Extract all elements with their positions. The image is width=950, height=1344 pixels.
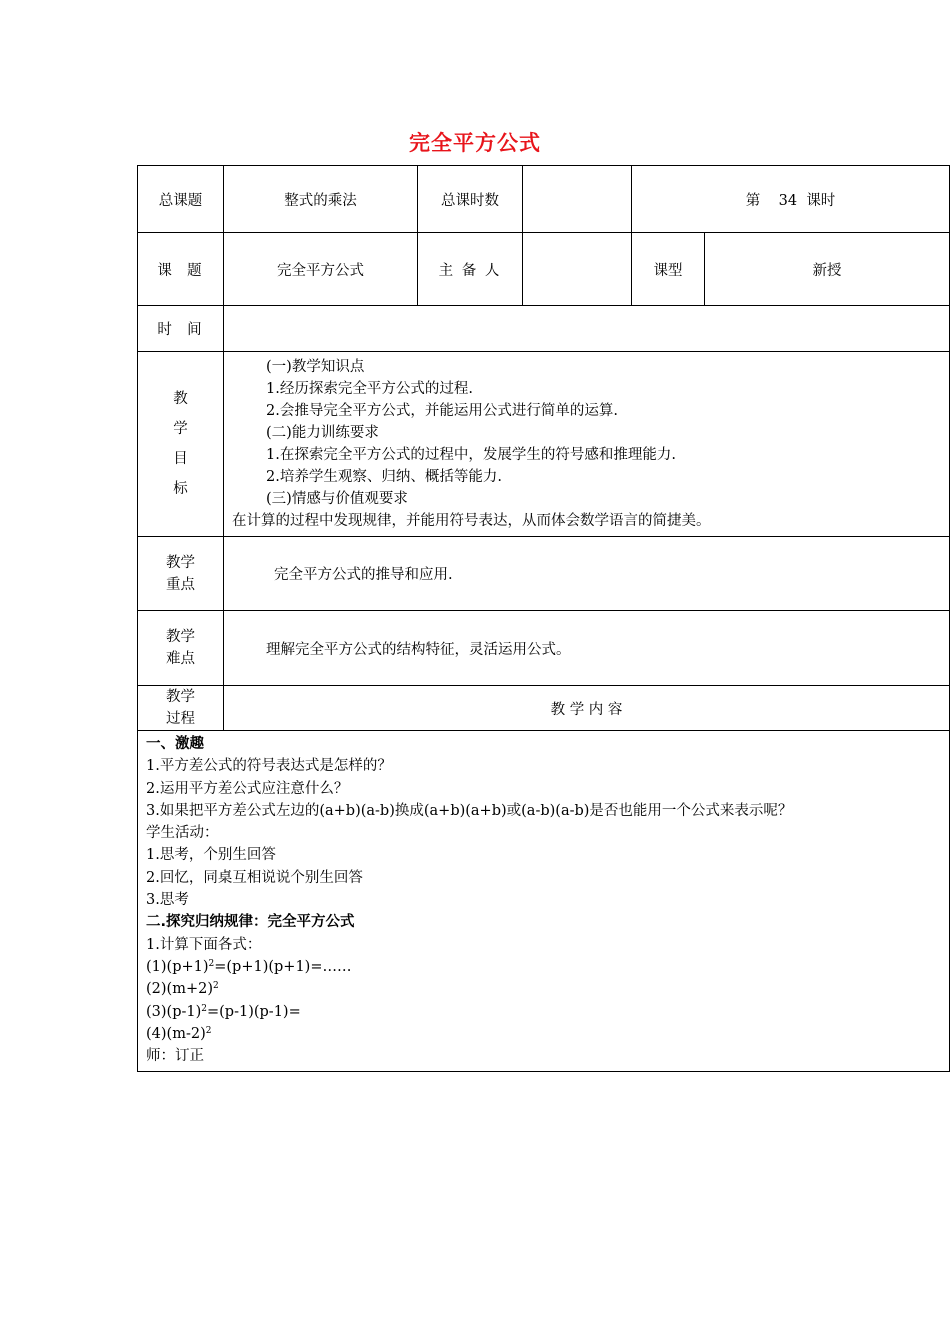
total-hours-value bbox=[523, 166, 632, 233]
formula-line: $(4)(m-2)^2$ bbox=[146, 1025, 212, 1042]
content-line: 师：订正 bbox=[146, 1048, 204, 1065]
goal-line: 2.培养学生观察、归纳、概括等能力. bbox=[266, 469, 502, 485]
goal-line: 在计算的过程中发现规律，并能用符号表达，从而体会数学语言的简捷美。 bbox=[232, 513, 711, 529]
table-row bbox=[138, 352, 950, 537]
lesson-suffix: 课时 bbox=[806, 192, 836, 209]
table-row bbox=[138, 611, 950, 686]
lesson-plan-table bbox=[137, 165, 950, 1072]
content-line: 2.回忆，同桌互相说说个别生回答 bbox=[146, 869, 363, 886]
page-title: 完全平方公式 bbox=[409, 131, 541, 155]
formula-line: $(2)(m+2)^2$ bbox=[146, 981, 219, 998]
section-heading: 一、激趣 bbox=[146, 736, 204, 752]
table-row bbox=[138, 686, 950, 731]
content-line: 3.思考 bbox=[146, 892, 189, 909]
content-line: 学生活动： bbox=[146, 825, 219, 842]
process-label: 教学 过程 bbox=[138, 686, 224, 731]
goals-label: 教 学 目 标 bbox=[138, 352, 224, 537]
topic-value: 整式的乘法 bbox=[224, 166, 418, 233]
process-header: 教 学 内 容 bbox=[224, 686, 950, 731]
table-row bbox=[138, 537, 950, 611]
goal-line: 2.会推导完全平方公式，并能运用公式进行简单的运算. bbox=[266, 403, 618, 419]
difficulties-value: 理解完全平方公式的结构特征，灵活运用公式。 bbox=[224, 611, 950, 686]
preparer-label: 主 备 人 bbox=[418, 233, 523, 306]
table-row bbox=[138, 166, 950, 233]
table-row bbox=[138, 233, 950, 306]
section-heading: 二.探究归纳规律：完全平方公式 bbox=[146, 914, 355, 931]
lesson-type-value: 新授 bbox=[705, 233, 950, 306]
goal-line: (三)情感与价值观要求 bbox=[266, 491, 408, 507]
content-line: 3.如果把平方差公式左边的(a+b)(a-b)换成(a+b)(a+b)或(a-b)(a-b)是否也能用一个公式来表示呢？ bbox=[146, 802, 793, 819]
lesson-number: 34 bbox=[778, 192, 798, 209]
content-line: 1.计算下面各式： bbox=[146, 936, 262, 953]
lesson-type-label: 课型 bbox=[632, 233, 705, 306]
teaching-goals bbox=[224, 352, 950, 537]
formula-line: $(3)(p-1)^2=(p-1)(p-1)=$ bbox=[146, 1003, 301, 1020]
table-row bbox=[138, 306, 950, 352]
lesson-prefix: 第 bbox=[745, 192, 761, 209]
formula-line: $(1)(p+1)^2=(p+1)(p+1)=\dots\dots$ bbox=[146, 958, 352, 975]
goal-line: (一)教学知识点 bbox=[266, 359, 365, 375]
lesson-title-label: 课 题 bbox=[138, 233, 224, 306]
goal-line: 1.经历探索完全平方公式的过程. bbox=[266, 381, 473, 397]
content-line: 2.运用平方差公式应注意什么？ bbox=[146, 780, 349, 797]
content-line: 1.平方差公式的符号表达式是怎样的？ bbox=[146, 758, 392, 775]
lesson-number-cell bbox=[632, 166, 950, 233]
time-label: 时 间 bbox=[138, 306, 224, 352]
key-points-value: 完全平方公式的推导和应用. bbox=[224, 537, 950, 611]
total-hours-label: 总课时数 bbox=[418, 166, 523, 233]
content-line: 1.思考，个别生回答 bbox=[146, 847, 276, 864]
key-points-label: 教学 重点 bbox=[138, 537, 224, 611]
time-value bbox=[224, 306, 950, 352]
table-row bbox=[138, 731, 950, 1072]
goal-line: (二)能力训练要求 bbox=[266, 425, 379, 441]
lesson-title-value: 完全平方公式 bbox=[224, 233, 418, 306]
goal-line: 1.在探索完全平方公式的过程中，发展学生的符号感和推理能力. bbox=[266, 447, 676, 463]
difficulties-label: 教学 难点 bbox=[138, 611, 224, 686]
process-content bbox=[138, 731, 950, 1072]
preparer-value bbox=[523, 233, 632, 306]
topic-label: 总课题 bbox=[138, 166, 224, 233]
